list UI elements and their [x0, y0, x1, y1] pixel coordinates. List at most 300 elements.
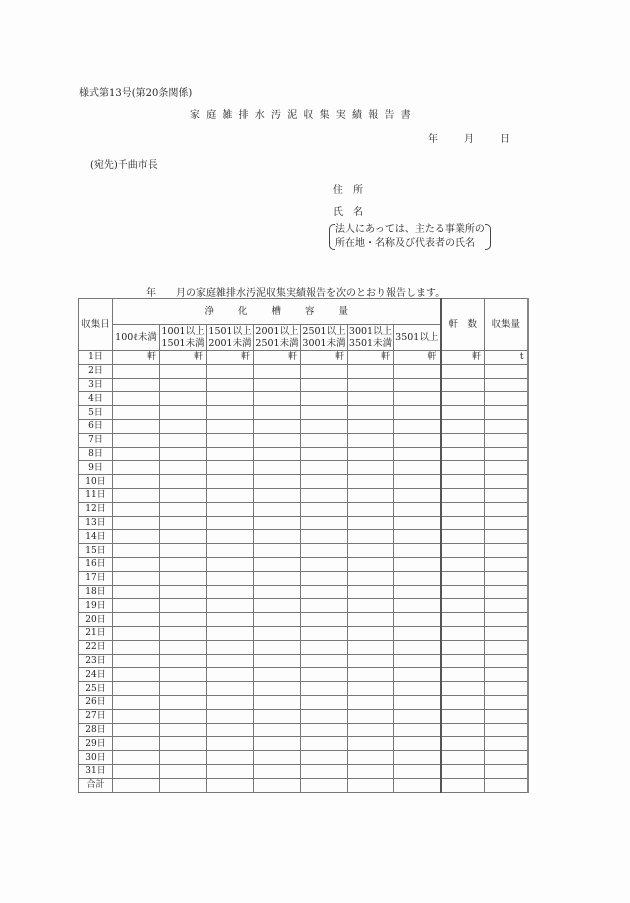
cell-capacity-count[interactable]	[301, 751, 348, 765]
cell-capacity-count[interactable]: 軒	[348, 351, 394, 365]
cell-capacity-count[interactable]	[254, 406, 301, 420]
cell-capacity-count[interactable]	[160, 544, 207, 558]
cell-households[interactable]	[441, 488, 485, 502]
cell-capacity-count[interactable]	[113, 695, 160, 709]
cell-capacity-count[interactable]	[394, 419, 441, 433]
col-capacity-4	[301, 325, 348, 351]
cell-capacity-count[interactable]	[160, 475, 207, 489]
cell-capacity-count[interactable]	[160, 737, 207, 751]
cell-capacity-count[interactable]	[160, 682, 207, 696]
cell-households[interactable]	[441, 502, 485, 516]
cell-capacity-count[interactable]	[348, 599, 394, 613]
table-row	[79, 516, 528, 530]
cell-capacity-count[interactable]	[301, 502, 348, 516]
cell-capacity-count[interactable]	[348, 709, 394, 723]
cell-capacity-count[interactable]	[301, 709, 348, 723]
cell-capacity-count[interactable]	[394, 544, 441, 558]
cell-households[interactable]	[441, 599, 485, 613]
cell-capacity-count[interactable]	[301, 488, 348, 502]
cell-capacity-count[interactable]	[301, 544, 348, 558]
capacity-line1: 2001以上	[255, 325, 299, 337]
cell-capacity-count[interactable]	[348, 764, 394, 778]
cell-capacity-count[interactable]	[113, 364, 160, 378]
cell-capacity-count[interactable]: 軒	[394, 351, 441, 365]
cell-amount[interactable]	[485, 599, 528, 613]
cell-capacity-count[interactable]	[394, 709, 441, 723]
cell-amount[interactable]	[485, 654, 528, 668]
cell-capacity-count[interactable]	[160, 640, 207, 654]
row-day-label: 8日	[79, 447, 113, 461]
cell-capacity-count[interactable]	[113, 778, 160, 792]
cell-capacity-count[interactable]	[160, 530, 207, 544]
cell-capacity-count[interactable]	[394, 364, 441, 378]
cell-capacity-count[interactable]: 軒	[254, 351, 301, 365]
cell-capacity-count[interactable]	[254, 599, 301, 613]
cell-amount[interactable]	[485, 530, 528, 544]
cell-capacity-count[interactable]	[160, 406, 207, 420]
cell-capacity-count[interactable]	[113, 640, 160, 654]
cell-capacity-count[interactable]	[207, 723, 254, 737]
cell-capacity-count[interactable]	[394, 461, 441, 475]
cell-amount[interactable]	[485, 764, 528, 778]
cell-capacity-count[interactable]	[207, 461, 254, 475]
cell-capacity-count[interactable]	[160, 447, 207, 461]
cell-capacity-count[interactable]	[254, 640, 301, 654]
cell-capacity-count[interactable]	[301, 392, 348, 406]
cell-capacity-count[interactable]	[207, 447, 254, 461]
cell-capacity-count[interactable]	[254, 364, 301, 378]
cell-capacity-count[interactable]	[113, 585, 160, 599]
cell-capacity-count[interactable]	[348, 571, 394, 585]
cell-capacity-count[interactable]	[207, 419, 254, 433]
cell-capacity-count[interactable]	[254, 502, 301, 516]
cell-capacity-count[interactable]	[160, 709, 207, 723]
cell-capacity-count[interactable]	[348, 378, 394, 392]
cell-amount[interactable]	[485, 378, 528, 392]
cell-capacity-count[interactable]	[207, 392, 254, 406]
cell-capacity-count[interactable]	[394, 751, 441, 765]
cell-capacity-count[interactable]	[207, 544, 254, 558]
cell-capacity-count[interactable]	[254, 654, 301, 668]
cell-amount[interactable]	[485, 433, 528, 447]
cell-capacity-count[interactable]	[394, 778, 441, 792]
cell-capacity-count[interactable]	[348, 502, 394, 516]
cell-capacity-count[interactable]	[394, 475, 441, 489]
cell-capacity-count[interactable]	[348, 544, 394, 558]
cell-capacity-count[interactable]	[348, 640, 394, 654]
cell-capacity-count[interactable]	[301, 571, 348, 585]
cell-capacity-count[interactable]	[254, 723, 301, 737]
cell-amount[interactable]	[485, 695, 528, 709]
cell-households[interactable]	[441, 751, 485, 765]
cell-capacity-count[interactable]	[301, 419, 348, 433]
cell-capacity-count[interactable]	[301, 737, 348, 751]
cell-households[interactable]	[441, 626, 485, 640]
cell-capacity-count[interactable]	[254, 378, 301, 392]
cell-capacity-count[interactable]	[301, 613, 348, 627]
cell-capacity-count[interactable]	[394, 433, 441, 447]
cell-capacity-count[interactable]	[348, 654, 394, 668]
cell-capacity-count[interactable]	[207, 516, 254, 530]
cell-capacity-count[interactable]	[207, 585, 254, 599]
cell-capacity-count[interactable]	[207, 751, 254, 765]
cell-capacity-count[interactable]	[348, 751, 394, 765]
cell-capacity-count[interactable]	[348, 447, 394, 461]
cell-capacity-count[interactable]	[160, 764, 207, 778]
cell-capacity-count[interactable]	[254, 585, 301, 599]
cell-capacity-count[interactable]	[207, 613, 254, 627]
cell-amount[interactable]	[485, 723, 528, 737]
cell-amount[interactable]	[485, 502, 528, 516]
cell-households[interactable]	[441, 406, 485, 420]
cell-capacity-count[interactable]	[348, 488, 394, 502]
cell-capacity-count[interactable]	[160, 613, 207, 627]
cell-amount[interactable]	[485, 447, 528, 461]
cell-capacity-count[interactable]	[207, 557, 254, 571]
cell-capacity-count[interactable]	[113, 764, 160, 778]
cell-capacity-count[interactable]	[160, 723, 207, 737]
cell-capacity-count[interactable]: 軒	[301, 351, 348, 365]
cell-amount[interactable]	[485, 571, 528, 585]
cell-capacity-count[interactable]	[207, 599, 254, 613]
cell-capacity-count[interactable]	[207, 406, 254, 420]
cell-amount[interactable]	[485, 406, 528, 420]
cell-capacity-count[interactable]	[113, 419, 160, 433]
cell-capacity-count[interactable]	[348, 516, 394, 530]
cell-amount[interactable]	[485, 461, 528, 475]
cell-capacity-count[interactable]	[113, 682, 160, 696]
cell-capacity-count[interactable]	[301, 364, 348, 378]
cell-capacity-count[interactable]	[301, 585, 348, 599]
cell-amount[interactable]	[485, 516, 528, 530]
cell-capacity-count[interactable]	[254, 709, 301, 723]
cell-capacity-count[interactable]	[160, 461, 207, 475]
cell-capacity-count[interactable]	[113, 571, 160, 585]
cell-capacity-count[interactable]	[301, 406, 348, 420]
cell-capacity-count[interactable]	[301, 461, 348, 475]
row-day-label: 7日	[79, 433, 113, 447]
cell-capacity-count[interactable]	[254, 557, 301, 571]
cell-capacity-count[interactable]	[394, 530, 441, 544]
cell-amount[interactable]	[485, 364, 528, 378]
cell-capacity-count[interactable]	[394, 640, 441, 654]
cell-amount[interactable]	[485, 668, 528, 682]
cell-capacity-count[interactable]	[348, 723, 394, 737]
cell-capacity-count[interactable]	[207, 433, 254, 447]
cell-capacity-count[interactable]	[394, 737, 441, 751]
cell-capacity-count[interactable]	[113, 613, 160, 627]
cell-amount[interactable]	[485, 709, 528, 723]
cell-capacity-count[interactable]	[113, 475, 160, 489]
cell-capacity-count[interactable]	[348, 392, 394, 406]
cell-capacity-count[interactable]	[160, 571, 207, 585]
cell-households[interactable]	[441, 585, 485, 599]
cell-capacity-count[interactable]	[207, 640, 254, 654]
cell-capacity-count[interactable]	[113, 557, 160, 571]
cell-capacity-count[interactable]	[348, 682, 394, 696]
cell-capacity-count[interactable]	[207, 764, 254, 778]
cell-capacity-count[interactable]	[254, 544, 301, 558]
cell-capacity-count[interactable]	[301, 695, 348, 709]
cell-households[interactable]	[441, 709, 485, 723]
cell-capacity-count[interactable]	[394, 378, 441, 392]
cell-capacity-count[interactable]	[160, 695, 207, 709]
cell-capacity-count[interactable]: 軒	[160, 351, 207, 365]
cell-households[interactable]	[441, 695, 485, 709]
cell-capacity-count[interactable]	[113, 461, 160, 475]
cell-capacity-count[interactable]	[394, 488, 441, 502]
table-row	[79, 433, 528, 447]
cell-capacity-count[interactable]	[254, 475, 301, 489]
cell-capacity-count[interactable]	[394, 502, 441, 516]
cell-capacity-count[interactable]	[207, 475, 254, 489]
cell-capacity-count[interactable]	[113, 599, 160, 613]
cell-households[interactable]: 軒	[441, 351, 485, 365]
cell-capacity-count[interactable]	[348, 406, 394, 420]
cell-capacity-count[interactable]	[301, 599, 348, 613]
cell-households[interactable]	[441, 433, 485, 447]
cell-capacity-count[interactable]	[113, 709, 160, 723]
cell-capacity-count[interactable]	[348, 778, 394, 792]
cell-capacity-count[interactable]	[254, 778, 301, 792]
cell-capacity-count[interactable]	[348, 585, 394, 599]
cell-capacity-count[interactable]	[301, 475, 348, 489]
cell-capacity-count[interactable]	[113, 544, 160, 558]
cell-amount[interactable]	[485, 626, 528, 640]
cell-capacity-count[interactable]	[160, 433, 207, 447]
cell-capacity-count[interactable]	[160, 668, 207, 682]
cell-capacity-count[interactable]	[301, 557, 348, 571]
cell-capacity-count[interactable]	[348, 419, 394, 433]
cell-capacity-count[interactable]	[207, 571, 254, 585]
table-row	[79, 737, 528, 751]
cell-capacity-count[interactable]	[348, 364, 394, 378]
cell-households[interactable]	[441, 378, 485, 392]
cell-capacity-count[interactable]	[113, 737, 160, 751]
cell-capacity-count[interactable]	[394, 654, 441, 668]
cell-amount[interactable]	[485, 640, 528, 654]
cell-amount[interactable]	[485, 544, 528, 558]
cell-capacity-count[interactable]	[160, 599, 207, 613]
cell-capacity-count[interactable]	[348, 668, 394, 682]
cell-amount[interactable]	[485, 488, 528, 502]
cell-capacity-count[interactable]	[348, 557, 394, 571]
cell-capacity-count[interactable]	[207, 695, 254, 709]
cell-amount[interactable]	[485, 557, 528, 571]
cell-capacity-count[interactable]	[254, 751, 301, 765]
cell-capacity-count[interactable]	[113, 378, 160, 392]
cell-households[interactable]	[441, 668, 485, 682]
cell-capacity-count[interactable]	[160, 751, 207, 765]
cell-capacity-count[interactable]	[394, 392, 441, 406]
cell-households[interactable]	[441, 737, 485, 751]
cell-households[interactable]	[441, 544, 485, 558]
cell-capacity-count[interactable]	[160, 626, 207, 640]
cell-capacity-count[interactable]	[348, 475, 394, 489]
cell-households[interactable]	[441, 613, 485, 627]
cell-capacity-count[interactable]	[160, 557, 207, 571]
cell-capacity-count[interactable]	[113, 530, 160, 544]
cell-households[interactable]	[441, 516, 485, 530]
cell-capacity-count[interactable]	[254, 668, 301, 682]
cell-capacity-count[interactable]	[160, 778, 207, 792]
cell-capacity-count[interactable]	[160, 392, 207, 406]
cell-capacity-count[interactable]	[207, 488, 254, 502]
cell-capacity-count[interactable]	[254, 613, 301, 627]
cell-capacity-count[interactable]	[207, 378, 254, 392]
cell-capacity-count[interactable]	[394, 668, 441, 682]
cell-capacity-count[interactable]	[394, 599, 441, 613]
cell-households[interactable]	[441, 447, 485, 461]
cell-amount[interactable]	[485, 613, 528, 627]
cell-households[interactable]	[441, 364, 485, 378]
cell-capacity-count[interactable]	[394, 613, 441, 627]
row-day-label: 6日	[79, 419, 113, 433]
cell-capacity-count[interactable]	[113, 516, 160, 530]
cell-capacity-count[interactable]	[394, 406, 441, 420]
cell-capacity-count[interactable]	[207, 682, 254, 696]
cell-capacity-count[interactable]	[254, 488, 301, 502]
row-day-label: 23日	[79, 654, 113, 668]
cell-capacity-count[interactable]	[207, 654, 254, 668]
cell-households[interactable]	[441, 571, 485, 585]
cell-capacity-count[interactable]: 軒	[207, 351, 254, 365]
cell-capacity-count[interactable]	[394, 695, 441, 709]
cell-capacity-count[interactable]	[160, 654, 207, 668]
cell-capacity-count[interactable]	[207, 668, 254, 682]
cell-capacity-count[interactable]	[254, 571, 301, 585]
cell-capacity-count[interactable]	[160, 419, 207, 433]
cell-capacity-count[interactable]	[254, 447, 301, 461]
cell-capacity-count[interactable]	[207, 530, 254, 544]
cell-capacity-count[interactable]	[113, 654, 160, 668]
cell-amount[interactable]	[485, 682, 528, 696]
cell-capacity-count[interactable]	[301, 682, 348, 696]
cell-capacity-count[interactable]	[394, 626, 441, 640]
cell-capacity-count[interactable]	[113, 447, 160, 461]
cell-capacity-count[interactable]	[348, 626, 394, 640]
cell-capacity-count[interactable]	[348, 530, 394, 544]
cell-capacity-count[interactable]	[113, 751, 160, 765]
cell-capacity-count[interactable]	[160, 488, 207, 502]
cell-capacity-count[interactable]	[301, 516, 348, 530]
cell-capacity-count[interactable]	[348, 461, 394, 475]
cell-capacity-count[interactable]	[254, 392, 301, 406]
col-amount: 収集量	[485, 299, 528, 351]
cell-capacity-count[interactable]	[394, 723, 441, 737]
cell-households[interactable]	[441, 475, 485, 489]
cell-households[interactable]	[441, 461, 485, 475]
cell-capacity-count[interactable]	[254, 695, 301, 709]
cell-capacity-count[interactable]	[254, 764, 301, 778]
cell-capacity-count[interactable]	[301, 640, 348, 654]
cell-amount[interactable]	[485, 585, 528, 599]
cell-amount[interactable]	[485, 392, 528, 406]
cell-households[interactable]	[441, 392, 485, 406]
cell-capacity-count[interactable]	[394, 682, 441, 696]
cell-capacity-count[interactable]	[301, 778, 348, 792]
cell-capacity-count[interactable]	[160, 364, 207, 378]
cell-capacity-count[interactable]	[394, 516, 441, 530]
cell-capacity-count[interactable]	[254, 737, 301, 751]
cell-capacity-count[interactable]	[160, 585, 207, 599]
cell-capacity-count[interactable]	[394, 557, 441, 571]
cell-amount[interactable]	[485, 475, 528, 489]
cell-capacity-count[interactable]	[207, 737, 254, 751]
cell-capacity-count[interactable]	[160, 516, 207, 530]
cell-capacity-count[interactable]	[113, 502, 160, 516]
cell-amount[interactable]	[485, 778, 528, 792]
cell-capacity-count[interactable]	[301, 433, 348, 447]
cell-capacity-count[interactable]	[301, 654, 348, 668]
cell-capacity-count[interactable]	[113, 392, 160, 406]
cell-capacity-count[interactable]	[348, 737, 394, 751]
cell-households[interactable]	[441, 640, 485, 654]
cell-capacity-count[interactable]	[207, 502, 254, 516]
cell-capacity-count[interactable]	[254, 516, 301, 530]
row-day-label: 合計	[79, 778, 113, 792]
cell-households[interactable]	[441, 778, 485, 792]
cell-capacity-count[interactable]	[113, 433, 160, 447]
cell-capacity-count[interactable]	[348, 613, 394, 627]
cell-capacity-count[interactable]	[348, 433, 394, 447]
cell-amount[interactable]: t	[485, 351, 528, 365]
cell-capacity-count[interactable]	[254, 433, 301, 447]
cell-capacity-count[interactable]	[160, 502, 207, 516]
cell-households[interactable]	[441, 530, 485, 544]
cell-households[interactable]	[441, 557, 485, 571]
cell-capacity-count[interactable]	[301, 723, 348, 737]
cell-capacity-count[interactable]	[160, 378, 207, 392]
cell-amount[interactable]	[485, 419, 528, 433]
cell-capacity-count[interactable]	[254, 682, 301, 696]
cell-amount[interactable]	[485, 737, 528, 751]
cell-capacity-count[interactable]	[301, 530, 348, 544]
cell-capacity-count[interactable]	[301, 668, 348, 682]
cell-capacity-count[interactable]	[113, 668, 160, 682]
cell-households[interactable]	[441, 764, 485, 778]
cell-households[interactable]	[441, 654, 485, 668]
cell-capacity-count[interactable]	[207, 626, 254, 640]
cell-capacity-count[interactable]	[301, 626, 348, 640]
cell-capacity-count[interactable]	[301, 764, 348, 778]
cell-capacity-count[interactable]	[113, 626, 160, 640]
cell-capacity-count[interactable]	[113, 488, 160, 502]
cell-capacity-count[interactable]	[254, 419, 301, 433]
cell-capacity-count[interactable]	[348, 695, 394, 709]
cell-households[interactable]	[441, 419, 485, 433]
cell-capacity-count[interactable]	[254, 626, 301, 640]
cell-capacity-count[interactable]	[394, 447, 441, 461]
cell-capacity-count[interactable]	[113, 723, 160, 737]
cell-capacity-count[interactable]	[394, 585, 441, 599]
cell-capacity-count[interactable]: 軒	[113, 351, 160, 365]
table-row	[79, 640, 528, 654]
cell-capacity-count[interactable]	[254, 530, 301, 544]
cell-capacity-count[interactable]	[113, 406, 160, 420]
cell-capacity-count[interactable]	[207, 364, 254, 378]
cell-capacity-count[interactable]	[394, 764, 441, 778]
cell-capacity-count[interactable]	[254, 461, 301, 475]
cell-amount[interactable]	[485, 751, 528, 765]
cell-capacity-count[interactable]	[207, 778, 254, 792]
cell-capacity-count[interactable]	[301, 447, 348, 461]
cell-capacity-count[interactable]	[394, 571, 441, 585]
cell-capacity-count[interactable]	[301, 378, 348, 392]
cell-capacity-count[interactable]	[207, 709, 254, 723]
cell-households[interactable]	[441, 723, 485, 737]
cell-households[interactable]	[441, 682, 485, 696]
